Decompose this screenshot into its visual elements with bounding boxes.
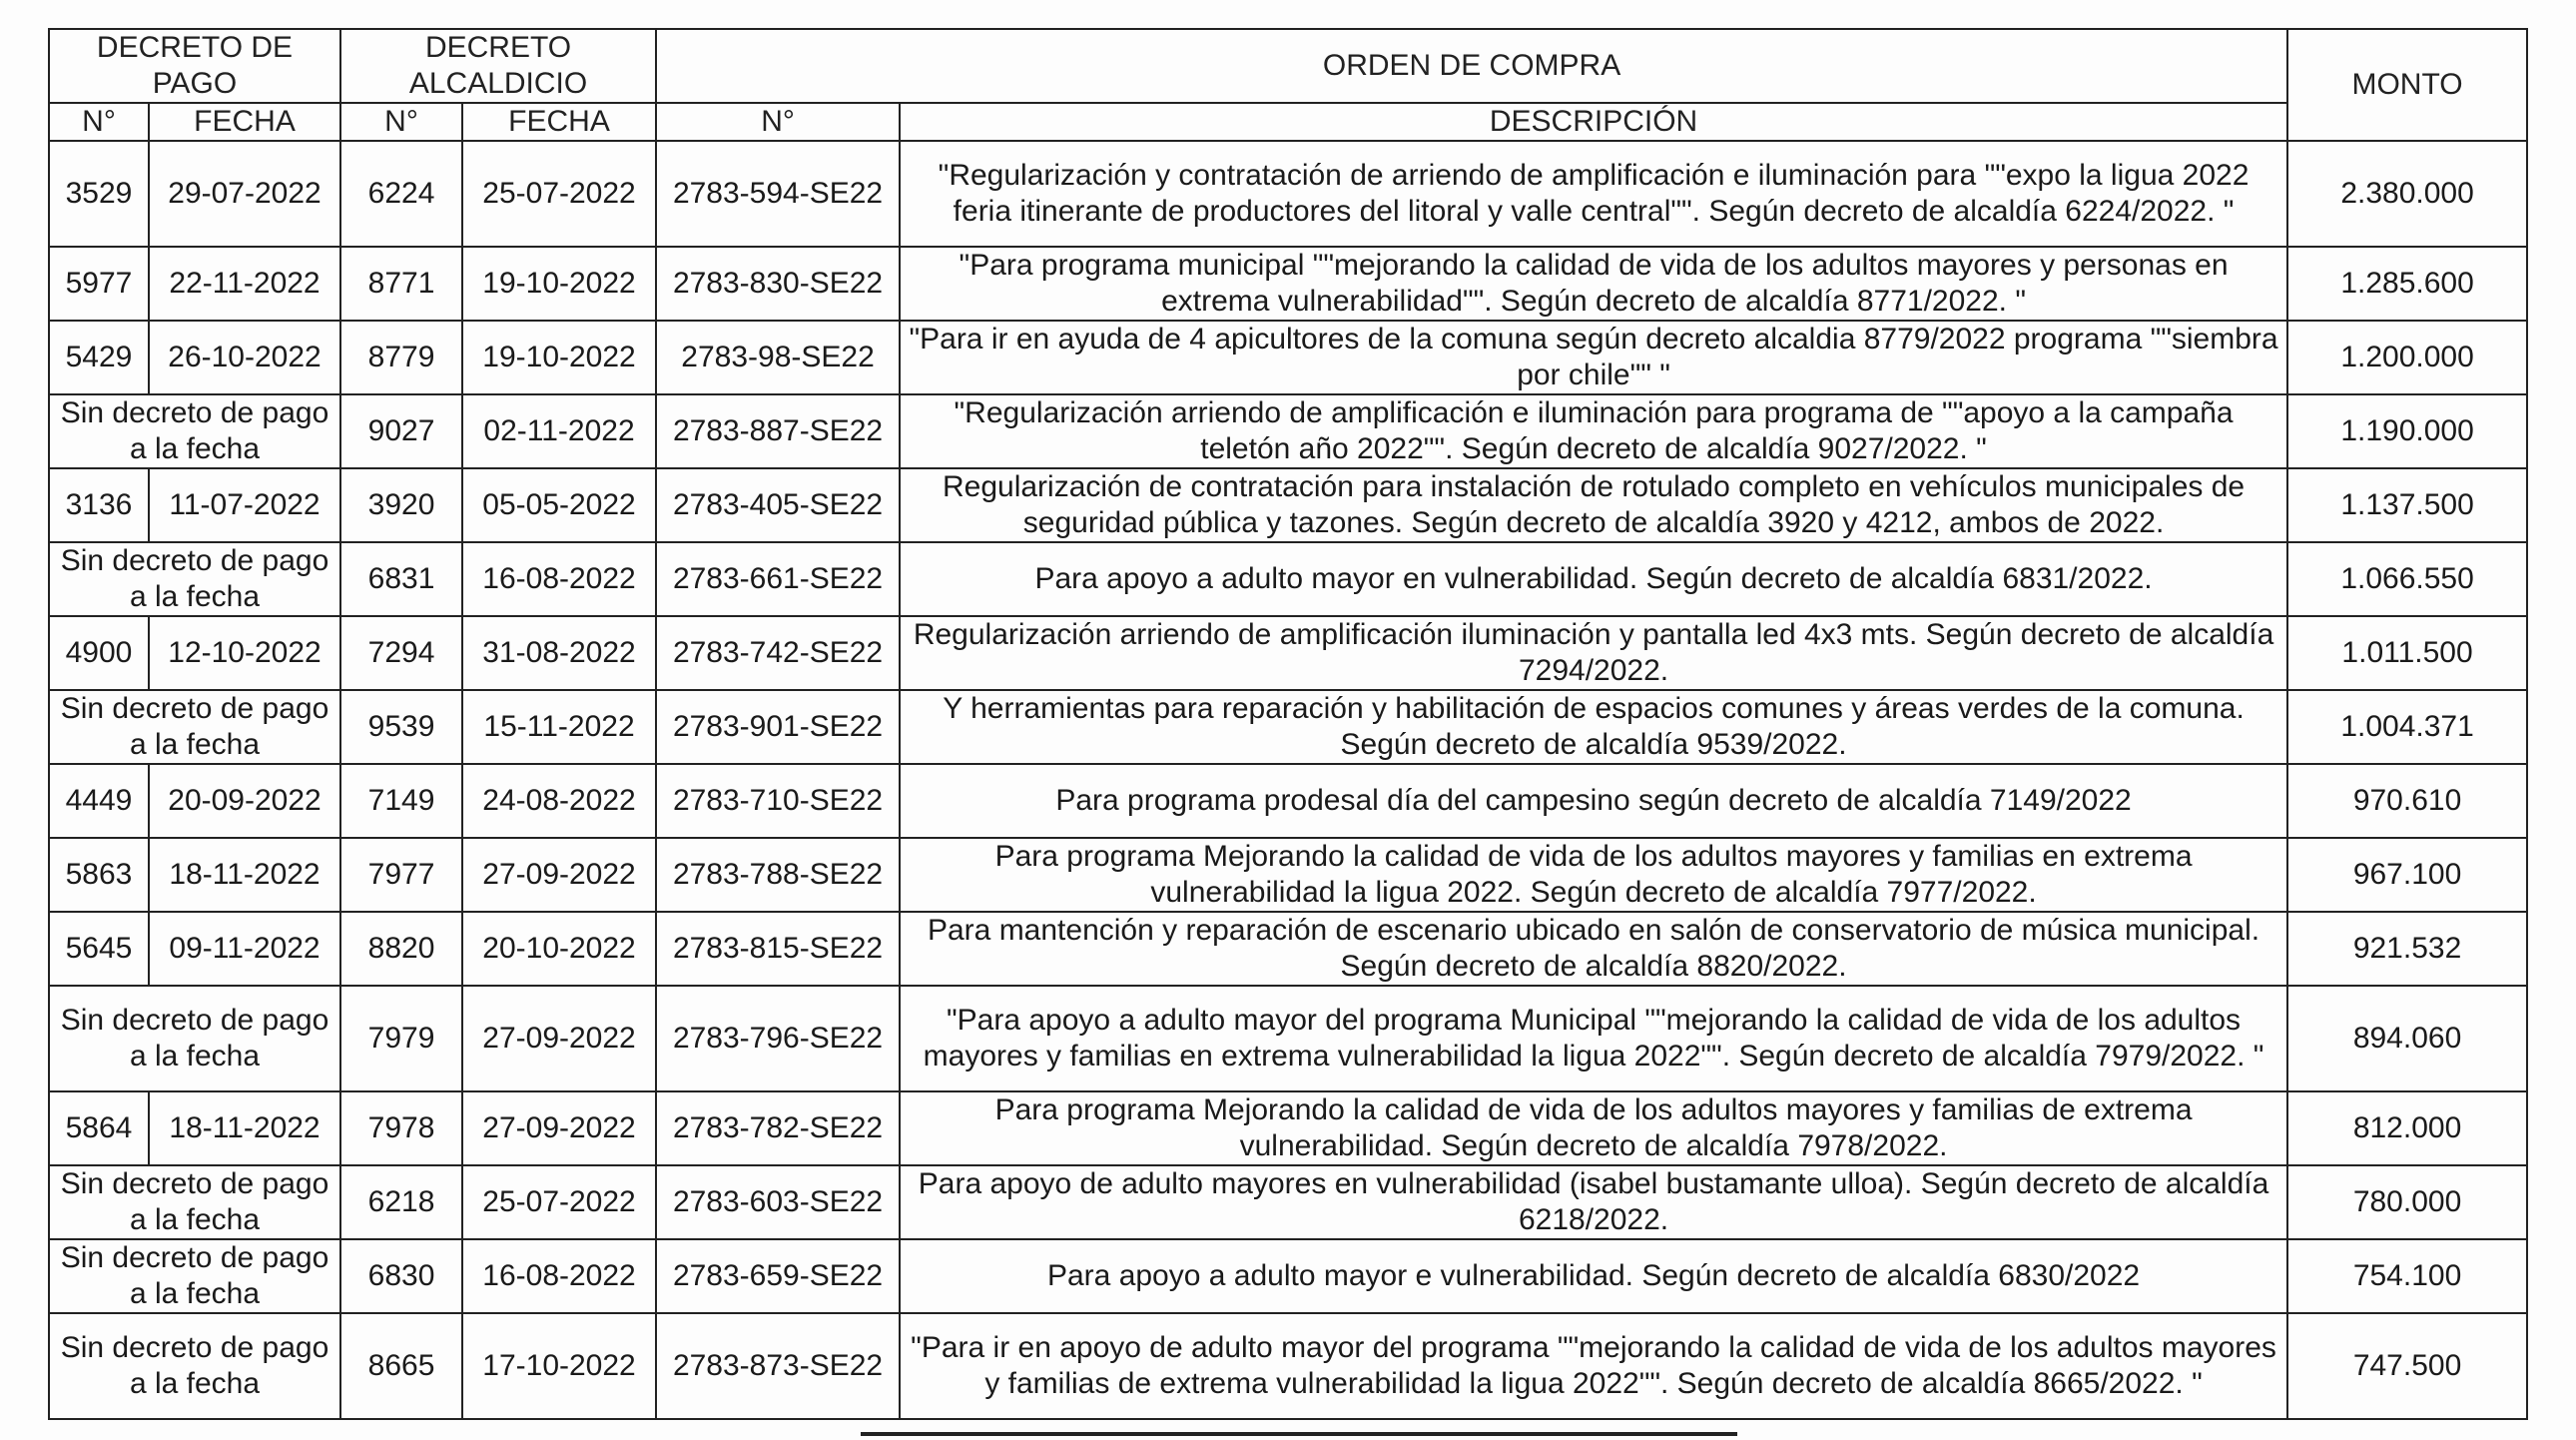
header-decreto-numero: N°	[340, 103, 462, 141]
descripcion: "Para apoyo a adulto mayor del programa Municipal ""mejorando la calidad de vida de los adultos mayores y familias en extrema vulnerabilidad la ligua 2022"". Según decreto de alcaldía 7979/2022. "	[900, 986, 2287, 1091]
pago-numero: 4900	[49, 616, 149, 690]
table-header	[49, 29, 2527, 141]
table-row	[49, 764, 2527, 838]
pago-fecha: 26-10-2022	[149, 321, 340, 394]
orden-numero: 2783-796-SE22	[656, 986, 900, 1091]
pago-numero: 5864	[49, 1091, 149, 1165]
table-row	[49, 1165, 2527, 1239]
decreto-fecha: 15-11-2022	[462, 690, 656, 764]
monto: 2.380.000	[2287, 141, 2527, 247]
table-body	[49, 141, 2527, 1419]
monto: 1.285.600	[2287, 247, 2527, 321]
descripcion: Regularización de contratación para instalación de rotulado completo en vehículos municipales de seguridad pública y tazones. Según decreto de alcaldía 3920 y 4212, ambos de 2022.	[900, 468, 2287, 542]
table-row	[49, 468, 2527, 542]
pago-sin-decreto: Sin decreto de pago a la fecha	[49, 542, 340, 616]
header-orden-numero: N°	[656, 103, 900, 141]
table-row	[49, 1313, 2527, 1419]
decreto-numero: 7149	[340, 764, 462, 838]
monto: 1.004.371	[2287, 690, 2527, 764]
pago-numero: 4449	[49, 764, 149, 838]
monto: 1.066.550	[2287, 542, 2527, 616]
header-decreto-pago: DECRETO DE PAGO	[49, 29, 340, 103]
pago-fecha: 18-11-2022	[149, 838, 340, 912]
decreto-numero: 7977	[340, 838, 462, 912]
pago-numero: 3136	[49, 468, 149, 542]
table-row	[49, 912, 2527, 986]
decreto-fecha: 25-07-2022	[462, 1165, 656, 1239]
descripcion: Para mantención y reparación de escenario ubicado en salón de conservatorio de música municipal. Según decreto de alcaldía 8820/2022.	[900, 912, 2287, 986]
monto: 754.100	[2287, 1239, 2527, 1313]
monto: 1.190.000	[2287, 394, 2527, 468]
pago-fecha: 18-11-2022	[149, 1091, 340, 1165]
decreto-fecha: 05-05-2022	[462, 468, 656, 542]
table-row	[49, 838, 2527, 912]
descripcion: "Regularización y contratación de arriendo de amplificación e iluminación para ""expo la ligua 2022 feria itinerante de productores del litoral y valle central"". Según decreto de alcaldía 6224/2022. "	[900, 141, 2287, 247]
pago-sin-decreto: Sin decreto de pago a la fecha	[49, 1313, 340, 1419]
decreto-numero: 7978	[340, 1091, 462, 1165]
header-pago-numero: N°	[49, 103, 149, 141]
decreto-numero: 6218	[340, 1165, 462, 1239]
orden-numero: 2783-710-SE22	[656, 764, 900, 838]
pago-numero: 5429	[49, 321, 149, 394]
decreto-fecha: 16-08-2022	[462, 1239, 656, 1313]
table-row	[49, 1239, 2527, 1313]
decreto-numero: 9027	[340, 394, 462, 468]
orden-numero: 2783-782-SE22	[656, 1091, 900, 1165]
descripcion: Para programa prodesal día del campesino según decreto de alcaldía 7149/2022	[900, 764, 2287, 838]
table-row	[49, 542, 2527, 616]
monto: 747.500	[2287, 1313, 2527, 1419]
table-row	[49, 247, 2527, 321]
pago-numero: 5863	[49, 838, 149, 912]
monto: 780.000	[2287, 1165, 2527, 1239]
pago-sin-decreto: Sin decreto de pago a la fecha	[49, 690, 340, 764]
decreto-numero: 8820	[340, 912, 462, 986]
table-row	[49, 321, 2527, 394]
header-pago-fecha: FECHA	[149, 103, 340, 141]
pago-fecha: 29-07-2022	[149, 141, 340, 247]
orden-numero: 2783-98-SE22	[656, 321, 900, 394]
decreto-numero: 9539	[340, 690, 462, 764]
orden-numero: 2783-887-SE22	[656, 394, 900, 468]
header-monto: MONTO	[2287, 29, 2527, 141]
decreto-fecha: 27-09-2022	[462, 838, 656, 912]
descripcion: "Para programa municipal ""mejorando la calidad de vida de los adultos mayores y personas en extrema vulnerabilidad"". Según decreto de alcaldía 8771/2022. "	[900, 247, 2287, 321]
table-row	[49, 986, 2527, 1091]
decreto-fecha: 27-09-2022	[462, 986, 656, 1091]
pago-fecha: 12-10-2022	[149, 616, 340, 690]
decreto-fecha: 17-10-2022	[462, 1313, 656, 1419]
monto: 921.532	[2287, 912, 2527, 986]
pago-fecha: 11-07-2022	[149, 468, 340, 542]
pago-numero: 3529	[49, 141, 149, 247]
pago-fecha: 20-09-2022	[149, 764, 340, 838]
decreto-fecha: 31-08-2022	[462, 616, 656, 690]
monto: 1.137.500	[2287, 468, 2527, 542]
payments-table	[48, 28, 2528, 1420]
orden-numero: 2783-661-SE22	[656, 542, 900, 616]
decreto-numero: 7294	[340, 616, 462, 690]
decreto-fecha: 25-07-2022	[462, 141, 656, 247]
header-orden-compra: ORDEN DE COMPRA	[656, 29, 2287, 103]
pago-fecha: 09-11-2022	[149, 912, 340, 986]
table-row	[49, 690, 2527, 764]
decreto-numero: 7979	[340, 986, 462, 1091]
descripcion: Para apoyo a adulto mayor en vulnerabilidad. Según decreto de alcaldía 6831/2022.	[900, 542, 2287, 616]
orden-numero: 2783-830-SE22	[656, 247, 900, 321]
monto: 970.610	[2287, 764, 2527, 838]
decreto-numero: 8665	[340, 1313, 462, 1419]
pago-numero: 5645	[49, 912, 149, 986]
descripcion: Para programa Mejorando la calidad de vida de los adultos mayores y familias en extrema vulnerabilidad la ligua 2022. Según decreto de alcaldía 7977/2022.	[900, 838, 2287, 912]
orden-numero: 2783-405-SE22	[656, 468, 900, 542]
descripcion: Para apoyo a adulto mayor e vulnerabilidad. Según decreto de alcaldía 6830/2022	[900, 1239, 2287, 1313]
table-row	[49, 616, 2527, 690]
header-descripcion: DESCRIPCIÓN	[900, 103, 2287, 141]
pago-fecha: 22-11-2022	[149, 247, 340, 321]
pago-sin-decreto: Sin decreto de pago a la fecha	[49, 1239, 340, 1313]
monto: 967.100	[2287, 838, 2527, 912]
descripcion: Y herramientas para reparación y habilitación de espacios comunes y áreas verdes de la comuna. Según decreto de alcaldía 9539/2022.	[900, 690, 2287, 764]
decreto-numero: 8771	[340, 247, 462, 321]
pago-numero: 5977	[49, 247, 149, 321]
decreto-fecha: 27-09-2022	[462, 1091, 656, 1165]
orden-numero: 2783-594-SE22	[656, 141, 900, 247]
orden-numero: 2783-603-SE22	[656, 1165, 900, 1239]
decreto-numero: 3920	[340, 468, 462, 542]
decreto-fecha: 19-10-2022	[462, 321, 656, 394]
descripcion: Para programa Mejorando la calidad de vida de los adultos mayores y familias de extrema vulnerabilidad. Según decreto de alcaldía 7978/2022.	[900, 1091, 2287, 1165]
descripcion: "Regularización arriendo de amplificación e iluminación para programa de ""apoyo a la campaña teletón año 2022"". Según decreto de alcaldía 9027/2022. "	[900, 394, 2287, 468]
orden-numero: 2783-815-SE22	[656, 912, 900, 986]
table-row	[49, 394, 2527, 468]
decreto-fecha: 02-11-2022	[462, 394, 656, 468]
pago-sin-decreto: Sin decreto de pago a la fecha	[49, 986, 340, 1091]
descripcion: "Para ir en ayuda de 4 apicultores de la comuna según decreto alcaldia 8779/2022 programa ""siembra por chile"" "	[900, 321, 2287, 394]
descripcion: "Para ir en apoyo de adulto mayor del programa ""mejorando la calidad de vida de los adultos mayores y familias de extrema vulnerabilidad la ligua 2022"". Según decreto de alcaldía 8665/2022. "	[900, 1313, 2287, 1419]
descripcion: Regularización arriendo de amplificación iluminación y pantalla led 4x3 mts. Según decreto de alcaldía 7294/2022.	[900, 616, 2287, 690]
header-decreto-alcaldicio: DECRETO ALCALDICIO	[340, 29, 656, 103]
monto: 1.200.000	[2287, 321, 2527, 394]
pago-sin-decreto: Sin decreto de pago a la fecha	[49, 1165, 340, 1239]
pago-sin-decreto: Sin decreto de pago a la fecha	[49, 394, 340, 468]
header-decreto-fecha: FECHA	[462, 103, 656, 141]
orden-numero: 2783-742-SE22	[656, 616, 900, 690]
monto: 894.060	[2287, 986, 2527, 1091]
decreto-fecha: 24-08-2022	[462, 764, 656, 838]
table-row	[49, 1091, 2527, 1165]
page-divider	[861, 1432, 1737, 1436]
decreto-numero: 6224	[340, 141, 462, 247]
decreto-numero: 8779	[340, 321, 462, 394]
monto: 1.011.500	[2287, 616, 2527, 690]
orden-numero: 2783-788-SE22	[656, 838, 900, 912]
decreto-numero: 6830	[340, 1239, 462, 1313]
decreto-numero: 6831	[340, 542, 462, 616]
orden-numero: 2783-873-SE22	[656, 1313, 900, 1419]
decreto-fecha: 16-08-2022	[462, 542, 656, 616]
decreto-fecha: 20-10-2022	[462, 912, 656, 986]
descripcion: Para apoyo de adulto mayores en vulnerabilidad (isabel bustamante ulloa). Según decreto de alcaldía 6218/2022.	[900, 1165, 2287, 1239]
orden-numero: 2783-659-SE22	[656, 1239, 900, 1313]
orden-numero: 2783-901-SE22	[656, 690, 900, 764]
decreto-fecha: 19-10-2022	[462, 247, 656, 321]
monto: 812.000	[2287, 1091, 2527, 1165]
table-row	[49, 141, 2527, 247]
